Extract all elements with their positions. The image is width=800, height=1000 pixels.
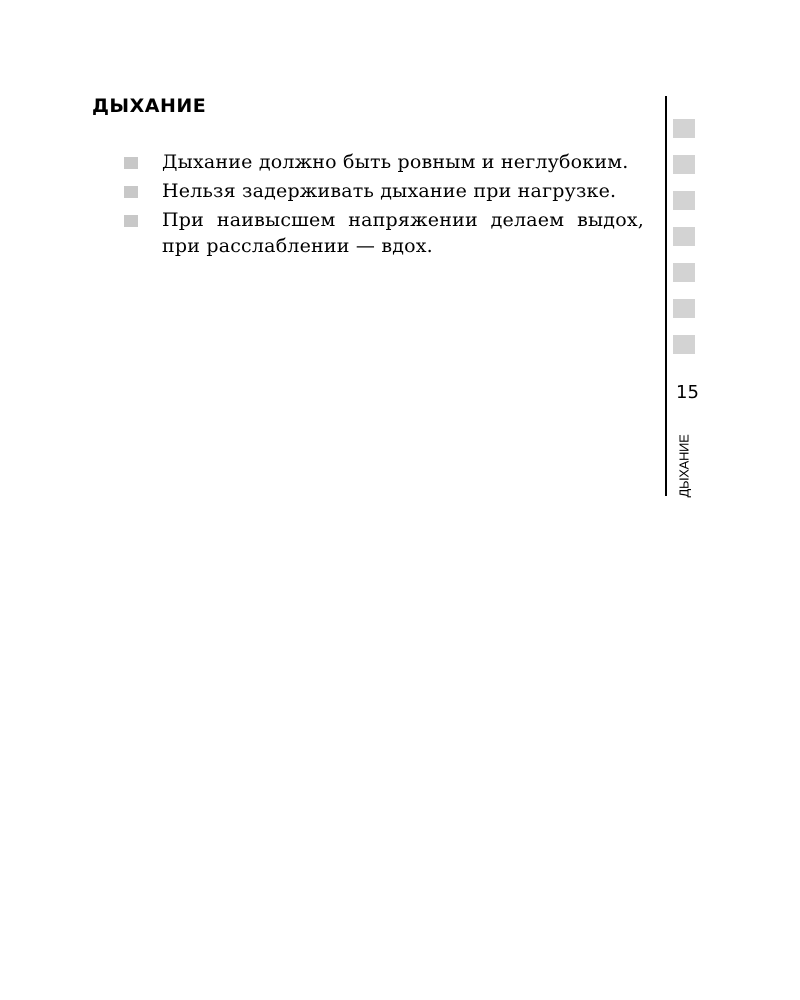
margin-rule	[665, 96, 667, 496]
margin-tab-square-icon	[673, 227, 695, 246]
margin-tab-square-icon	[673, 191, 695, 210]
running-head: ДЫХАНИЕ	[676, 434, 692, 498]
margin-tab-square-icon	[673, 119, 695, 138]
list-item-text: При наивысшем напряжении делаем выдох, при расслаблении — вдох.	[162, 209, 644, 257]
page-number: 15	[676, 382, 699, 403]
square-bullet-icon	[124, 186, 138, 198]
square-bullet-icon	[124, 157, 138, 169]
margin-tab-square-icon	[673, 335, 695, 354]
list-item	[124, 178, 644, 204]
list-item-text: Нельзя задерживать дыхание при нагрузке.	[162, 180, 617, 202]
section-heading: ДЫХАНИЕ	[92, 95, 207, 117]
margin-tab-square-icon	[673, 299, 695, 318]
margin-tab-square-icon	[673, 155, 695, 174]
list-item	[124, 149, 644, 175]
list-item	[124, 207, 644, 259]
square-bullet-icon	[124, 215, 138, 227]
margin-tab-square-icon	[673, 263, 695, 282]
bullet-list	[124, 149, 644, 262]
list-item-text: Дыхание должно быть ровным и неглубоким.	[162, 151, 629, 173]
